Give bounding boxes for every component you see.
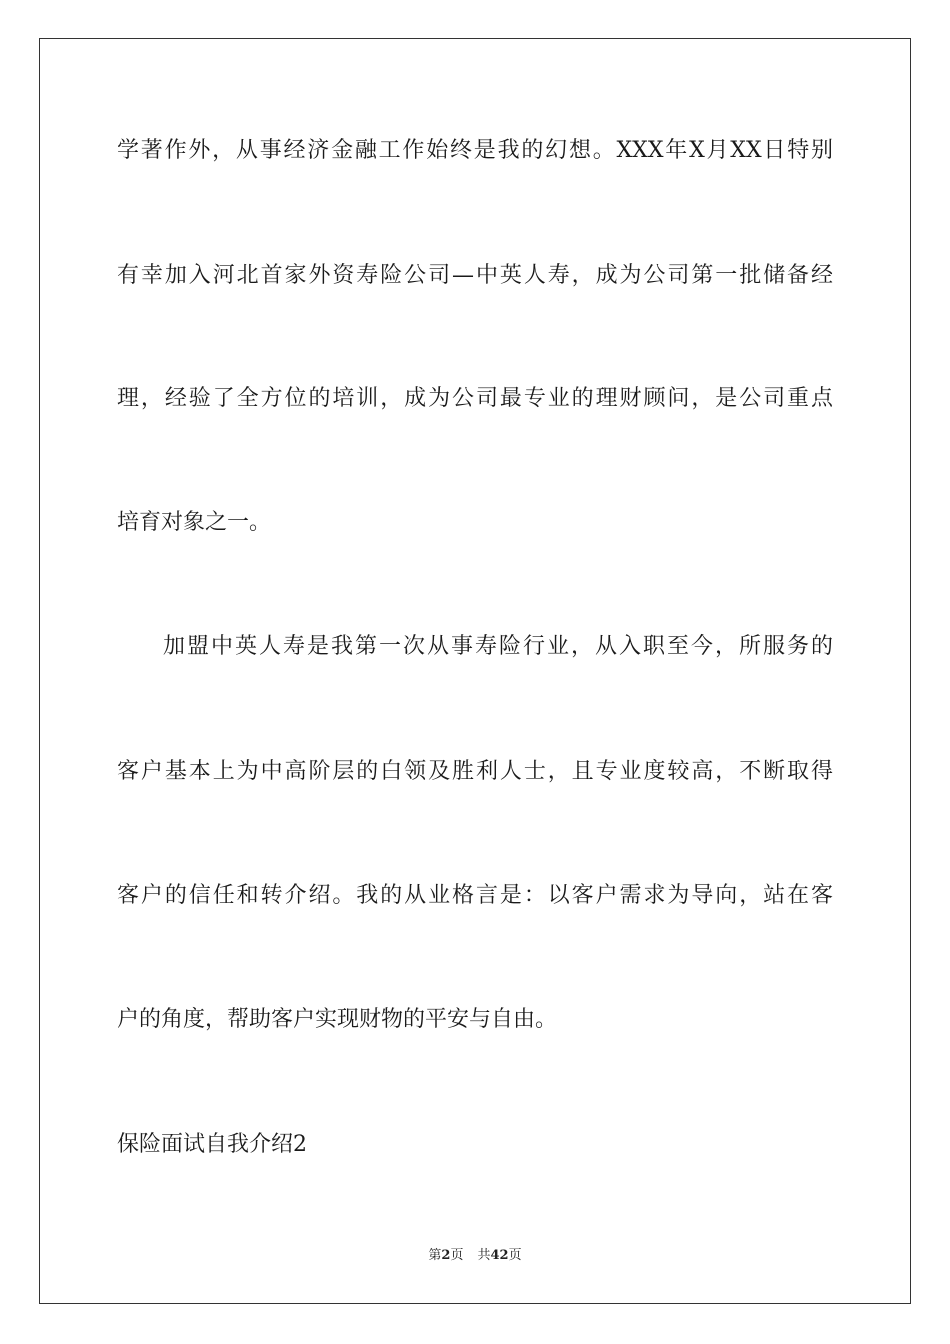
page-number: 2 bbox=[441, 1248, 451, 1263]
page-prefix: 第 bbox=[428, 1248, 442, 1263]
page-suffix: 页 bbox=[450, 1248, 464, 1263]
paragraph-line: 客户的信任和转介绍。我的从业格言是：以客户需求为导向，站在客 bbox=[117, 883, 833, 908]
page-footer bbox=[0, 1247, 950, 1265]
paragraph-line: 有幸加入河北首家外资寿险公司—中英人寿，成为公司第一批储备经 bbox=[117, 263, 833, 288]
paragraph-line: 户的角度，帮助客户实现财物的平安与自由。 bbox=[117, 1007, 558, 1032]
paragraph-line: 培育对象之一。 bbox=[117, 510, 272, 535]
section-heading: 保险面试自我介绍2 bbox=[117, 1132, 307, 1157]
paragraph-line: 客户基本上为中高阶层的白领及胜利人士，且专业度较高，不断取得 bbox=[117, 759, 833, 784]
total-suffix: 页 bbox=[508, 1248, 522, 1263]
total-pages: 42 bbox=[490, 1248, 509, 1263]
page-border bbox=[39, 38, 911, 1304]
paragraph-line: 加盟中英人寿是我第一次从事寿险行业，从入职至今，所服务的 bbox=[163, 634, 833, 659]
paragraph-line: 理，经验了全方位的培训，成为公司最专业的理财顾问，是公司重点 bbox=[117, 386, 833, 411]
total-prefix: 共 bbox=[477, 1248, 491, 1263]
paragraph-line: 学著作外，从事经济金融工作始终是我的幻想。XXX年X月XX日特别 bbox=[117, 138, 833, 163]
